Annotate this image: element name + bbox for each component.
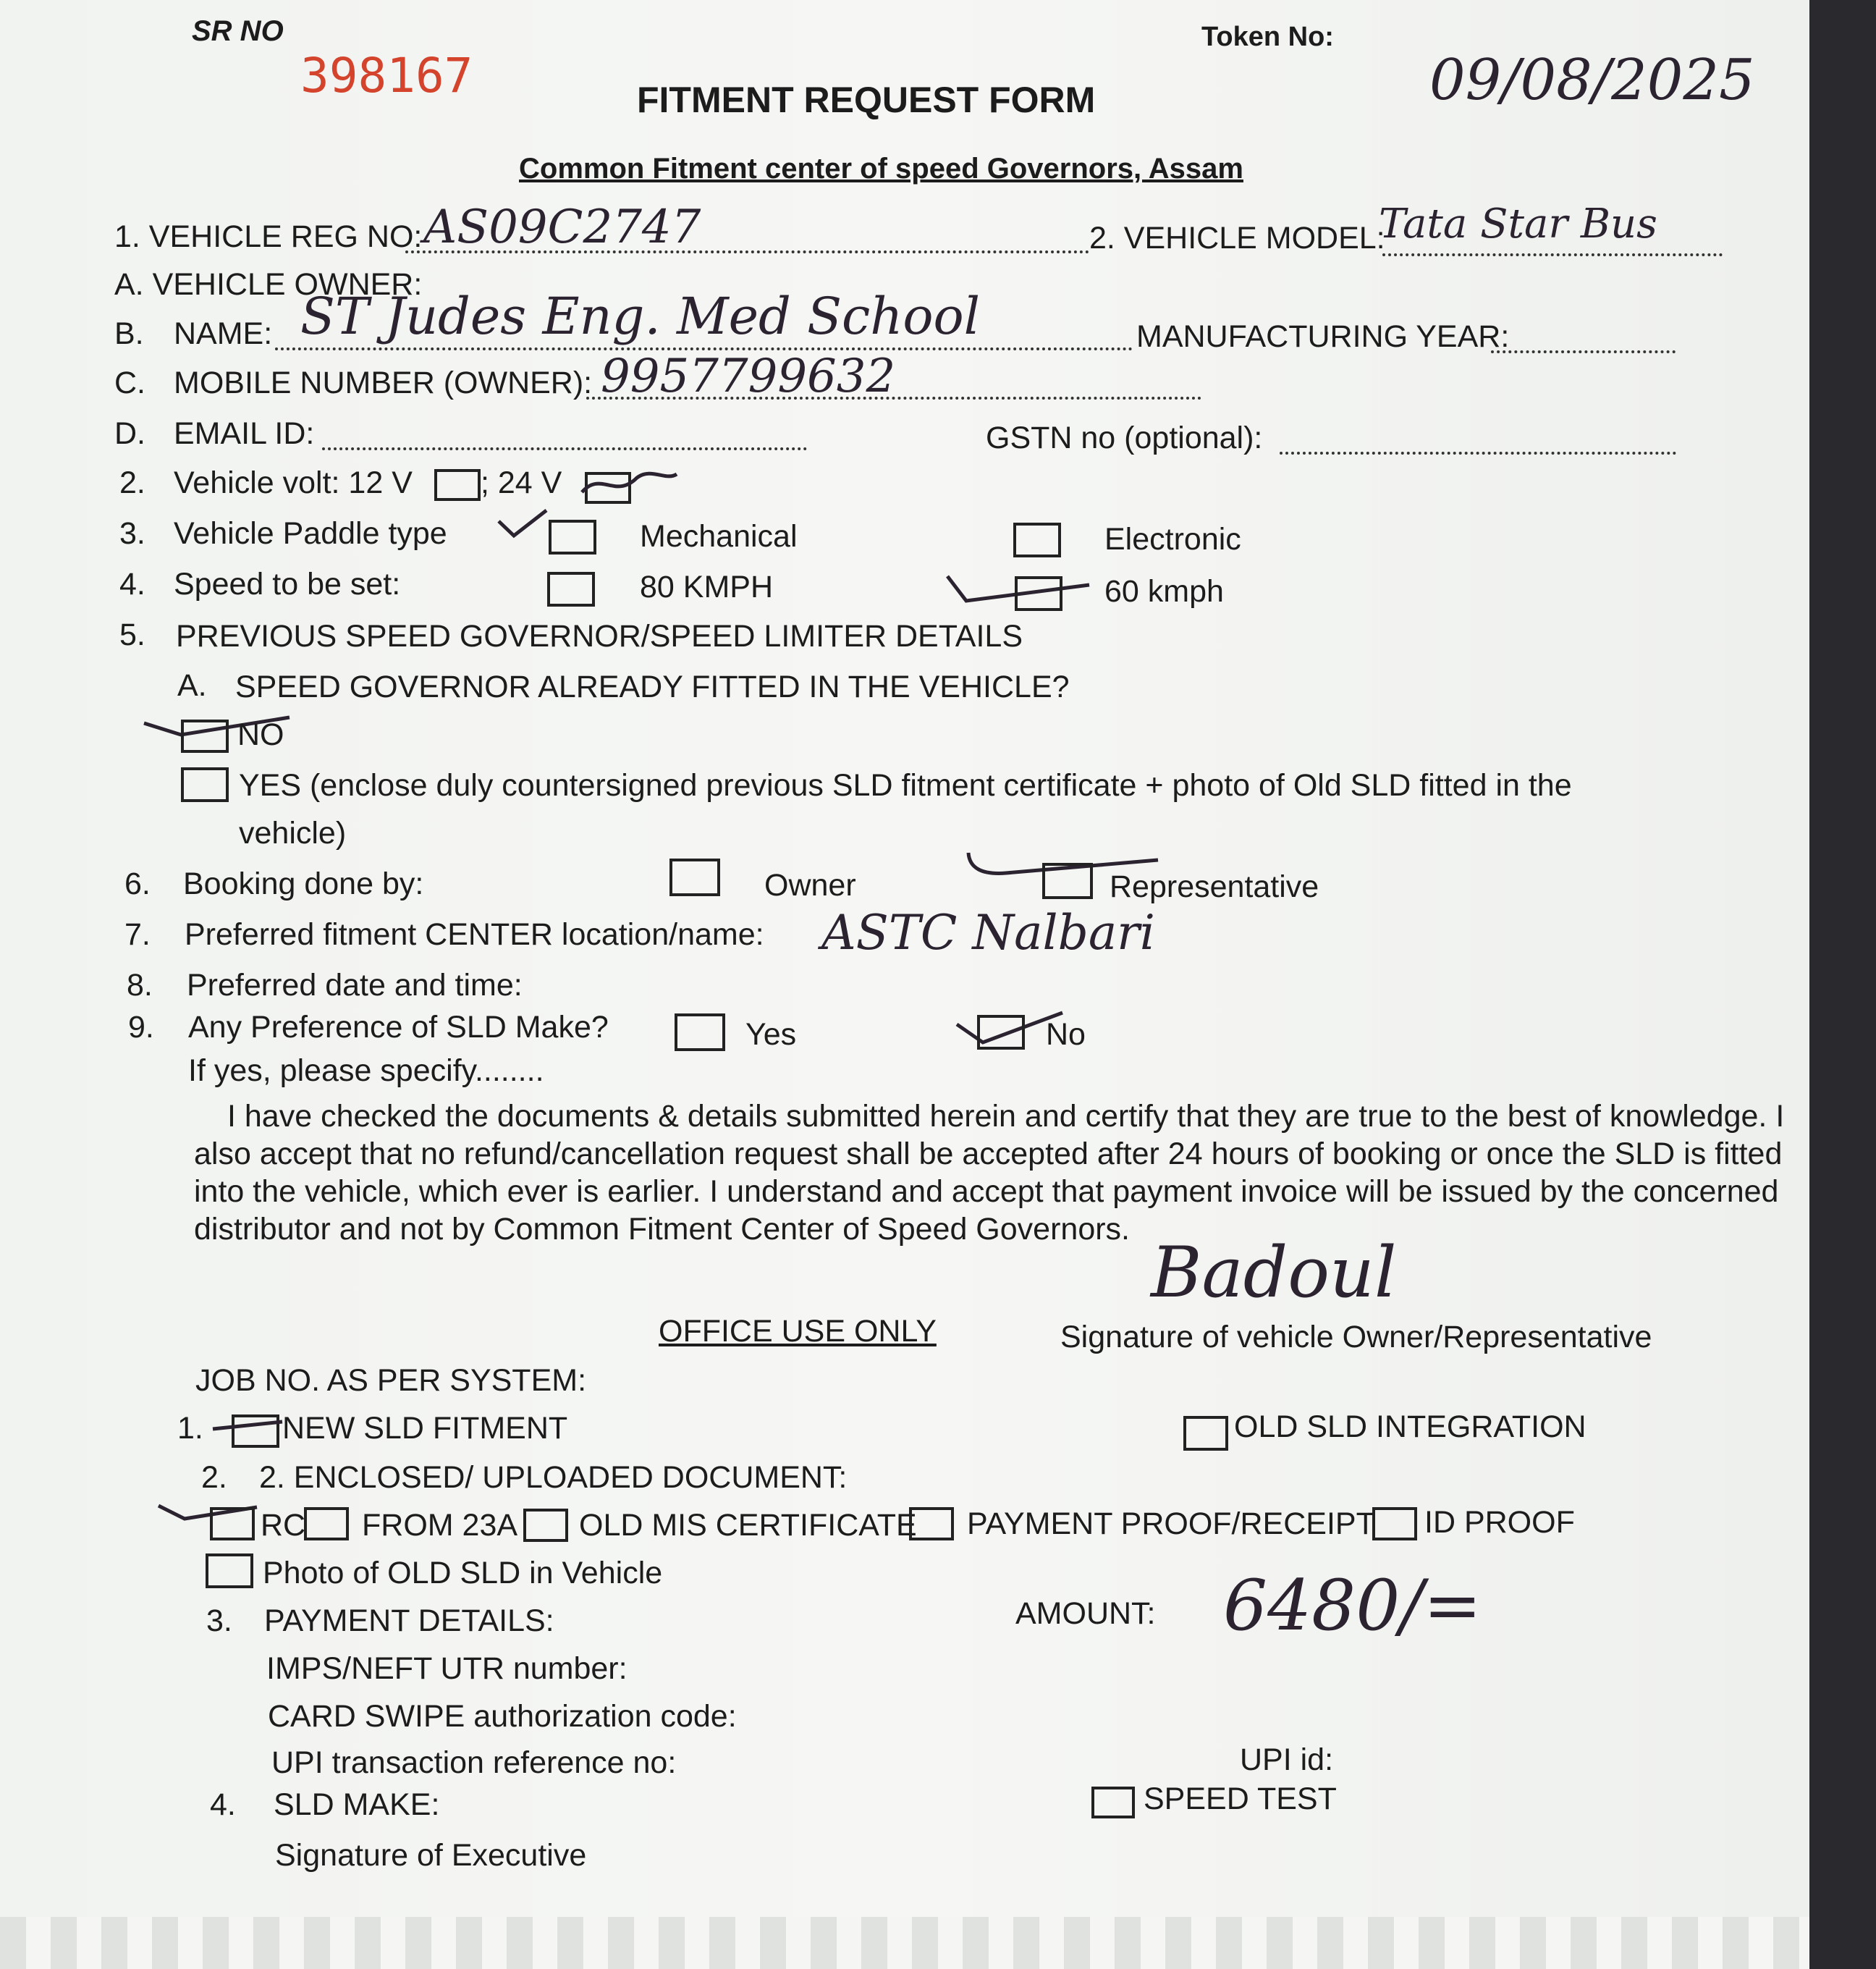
office-use-title: OFFICE USE ONLY: [659, 1314, 937, 1349]
form-title: FITMENT REQUEST FORM: [637, 80, 1096, 120]
paddle-electronic-label: Electronic: [1104, 522, 1241, 557]
prev-sld-a-prefix: A.: [177, 668, 207, 703]
signature-label: Signature of vehicle Owner/Representative: [1060, 1320, 1652, 1354]
gstn-dotted-line: [1280, 452, 1676, 455]
mobile-label: MOBILE NUMBER (OWNER):: [174, 366, 593, 400]
owner-name-value[interactable]: ST Judes Eng. Med School: [300, 287, 981, 346]
volt-12-checkbox[interactable]: [434, 469, 481, 501]
sld-pref-label: Any Preference of SLD Make?: [188, 1010, 609, 1045]
booking-rep-label: Representative: [1110, 869, 1319, 904]
volt-24-tick-mark: [579, 463, 680, 507]
email-prefix: D.: [114, 416, 145, 451]
rc-label: RC: [261, 1508, 306, 1543]
speed-60-checkbox[interactable]: [1015, 576, 1062, 611]
manufacturing-year-dotted-line: [1491, 350, 1676, 353]
enclosed-number: 2.: [201, 1460, 227, 1495]
payment-number: 3.: [206, 1603, 232, 1638]
form-subtitle: Common Fitment center of speed Governors, Assam: [519, 153, 1243, 185]
form23a-label: FROM 23A: [362, 1508, 518, 1543]
job-no-label: JOB NO. AS PER SYSTEM:: [195, 1363, 587, 1398]
sld-pref-no-checkbox[interactable]: [977, 1015, 1025, 1050]
amount-label: AMOUNT:: [1015, 1596, 1156, 1631]
token-no-label: Token No:: [1201, 22, 1334, 52]
sld-make-label: SLD MAKE:: [274, 1787, 440, 1822]
booking-owner-label: Owner: [764, 868, 856, 903]
sld-make-number: 4.: [210, 1787, 236, 1822]
enclosed-label: 2. ENCLOSED/ UPLOADED DOCUMENT:: [259, 1460, 848, 1495]
vehicle-owner-label: A. VEHICLE OWNER:: [114, 267, 423, 302]
prev-sld-a-label: SPEED GOVERNOR ALREADY FITTED IN THE VEHICLE?: [235, 670, 1070, 704]
center-value[interactable]: ASTC Nalbari: [821, 905, 1155, 961]
paddle-mechanical-checkbox[interactable]: [549, 520, 596, 555]
prev-sld-number: 5.: [119, 617, 145, 652]
vehicle-model-label: 2. VEHICLE MODEL:: [1089, 221, 1385, 256]
payment-label: PAYMENT DETAILS:: [264, 1603, 554, 1638]
exec-signature-label: Signature of Executive: [275, 1838, 587, 1873]
manufacturing-year-label: MANUFACTURING YEAR:: [1136, 319, 1510, 354]
prev-no-label: NO: [237, 717, 284, 752]
speed-number: 4.: [119, 567, 145, 602]
vehicle-model-value[interactable]: Tata Star Bus: [1379, 201, 1657, 248]
gstn-label: GSTN no (optional):: [986, 421, 1263, 455]
old-sld-checkbox[interactable]: [1183, 1416, 1228, 1451]
sld-pref-no-label: No: [1046, 1017, 1086, 1052]
prev-sld-label: PREVIOUS SPEED GOVERNOR/SPEED LIMITER DETAILS: [176, 619, 1023, 654]
upi-id-label: UPI id:: [1240, 1742, 1334, 1777]
speed-test-label: SPEED TEST: [1144, 1782, 1337, 1816]
mobile-value[interactable]: 9957799632: [601, 350, 896, 403]
prev-yes-label-line1: YES (enclose duly countersigned previous SLD fitment certificate + photo of Old SLD fitted in the: [239, 768, 1572, 803]
mobile-prefix: C.: [114, 366, 145, 400]
paddle-number: 3.: [119, 516, 145, 551]
photo-old-sld-label: Photo of OLD SLD in Vehicle: [263, 1556, 663, 1590]
payment-proof-checkbox[interactable]: [909, 1507, 954, 1540]
form23a-checkbox[interactable]: [304, 1507, 349, 1540]
old-mis-checkbox[interactable]: [523, 1509, 568, 1542]
center-number: 7.: [124, 917, 151, 952]
sr-no-value: 398167: [300, 48, 473, 104]
vehicle-model-dotted-line: [1382, 253, 1723, 256]
upi-ref-label: UPI transaction reference no:: [271, 1745, 677, 1780]
email-dotted-line: [322, 447, 807, 450]
speed-80-label: 80 KMPH: [640, 570, 774, 604]
pref-date-label: Preferred date and time:: [187, 968, 523, 1003]
email-label: EMAIL ID:: [174, 416, 315, 451]
declaration-text: I have checked the documents & details submitted herein and certify that they are true to the best of knowledge. I also accept that no refund/cancellation request shall be accepted after 24 hours of booking or once the SLD is fitted into the vehicle, which ever is earlier. I understand and accept that payment invoice will be issued by the concerned distributor and not by Common Fitment Center of Speed Governors.: [194, 1099, 1785, 1247]
prev-yes-checkbox[interactable]: [181, 767, 229, 802]
id-proof-checkbox[interactable]: [1372, 1507, 1417, 1540]
sr-no-label: SR NO: [192, 15, 284, 47]
prev-no-checkbox[interactable]: [181, 720, 229, 753]
perforated-edge: [0, 1917, 1809, 1969]
new-sld-label: NEW SLD FITMENT: [282, 1411, 568, 1446]
payment-proof-label: PAYMENT PROOF/RECEIPT: [967, 1506, 1375, 1541]
amount-value[interactable]: 6480/=: [1223, 1565, 1482, 1646]
owner-signature: Badoul: [1151, 1232, 1397, 1313]
paddle-label: Vehicle Paddle type: [174, 516, 447, 551]
rc-checkbox[interactable]: [210, 1507, 255, 1540]
name-label: NAME:: [174, 316, 273, 351]
paddle-electronic-checkbox[interactable]: [1013, 523, 1061, 557]
booking-rep-checkbox[interactable]: [1042, 863, 1093, 899]
date-handwritten: 09/08/2025: [1429, 48, 1755, 113]
old-mis-label: OLD MIS CERTIFICATE: [579, 1508, 917, 1543]
sld-pref-yes-label: Yes: [745, 1017, 797, 1052]
speed-60-label: 60 kmph: [1104, 574, 1224, 609]
photo-old-sld-checkbox[interactable]: [206, 1553, 253, 1588]
vehicle-reg-label: 1. VEHICLE REG NO:: [114, 219, 423, 254]
new-sld-prefix: 1.: [177, 1411, 203, 1446]
volt-label: Vehicle volt: 12 V: [174, 465, 413, 500]
paddle-mechanical-label: Mechanical: [640, 519, 798, 554]
old-sld-label: OLD SLD INTEGRATION: [1234, 1409, 1586, 1444]
speed-test-checkbox[interactable]: [1091, 1787, 1135, 1818]
sld-pref-specify: If yes, please specify........: [188, 1053, 544, 1088]
vehicle-reg-value[interactable]: AS09C2747: [423, 201, 701, 254]
booking-number: 6.: [124, 867, 151, 901]
pref-date-number: 8.: [127, 968, 153, 1003]
imps-label: IMPS/NEFT UTR number:: [266, 1651, 628, 1686]
card-swipe-label: CARD SWIPE authorization code:: [268, 1699, 737, 1734]
name-prefix: B.: [114, 316, 144, 351]
sld-pref-number: 9.: [128, 1010, 154, 1045]
booking-label: Booking done by:: [183, 867, 424, 901]
speed-80-checkbox[interactable]: [547, 572, 595, 607]
speed-label: Speed to be set:: [174, 567, 401, 602]
prev-yes-label-line2: vehicle): [239, 816, 347, 851]
new-sld-tick-mark: [210, 1412, 290, 1441]
paddle-mechanical-tick-mark: [496, 507, 554, 543]
volt-24-label: ; 24 V: [481, 465, 562, 500]
volt-number: 2.: [119, 465, 145, 500]
center-label: Preferred fitment CENTER location/name:: [185, 917, 764, 952]
sld-pref-yes-checkbox[interactable]: [675, 1013, 725, 1051]
id-proof-label: ID PROOF: [1424, 1505, 1575, 1540]
booking-owner-checkbox[interactable]: [669, 859, 720, 896]
